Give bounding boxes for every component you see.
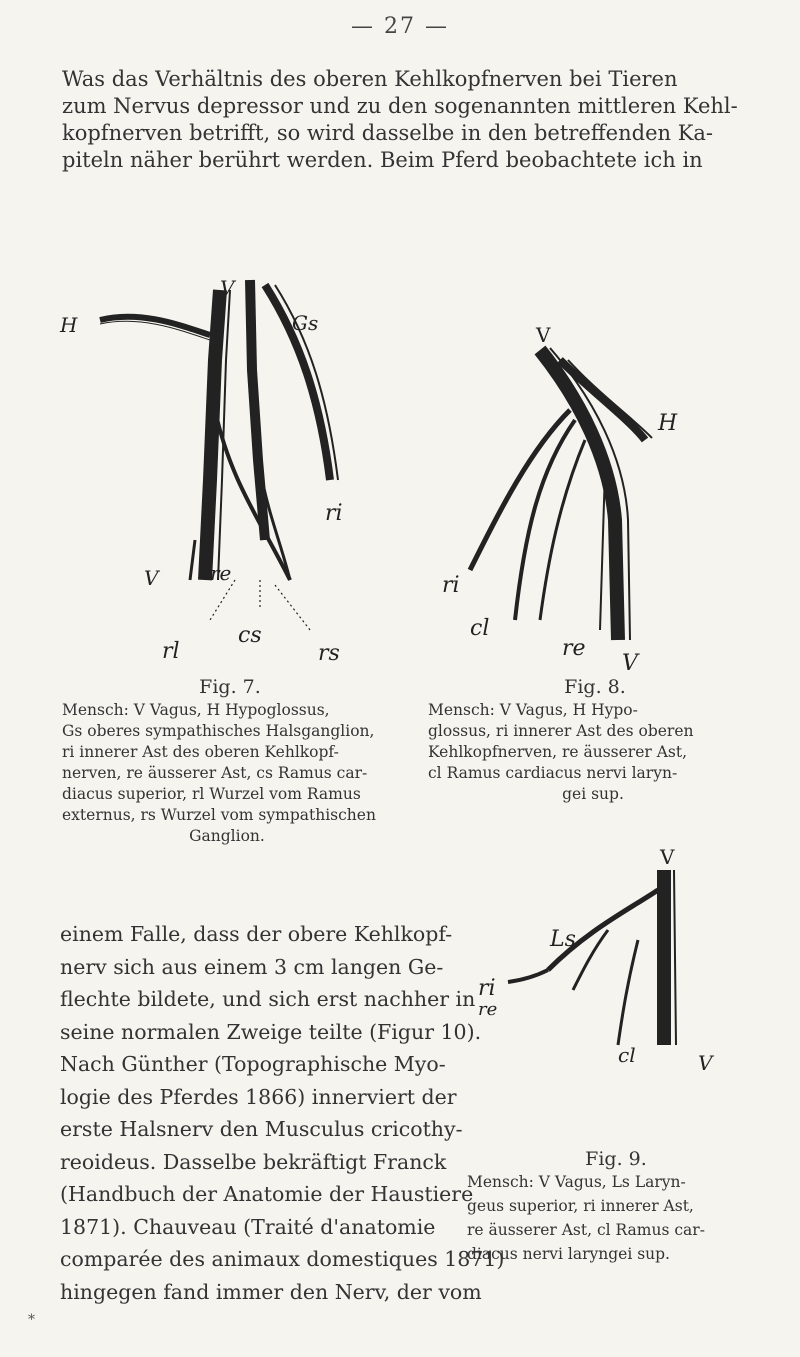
intro-line: Was das Verhältnis des oberen Kehlkopfnerven bei Tieren [62, 67, 678, 91]
caption-line: diacus superior, rl Wurzel vom Ramus [62, 785, 361, 803]
intro-line: kopfnerven betrifft, so wird dasselbe in den betreffenden Ka- [62, 121, 713, 145]
body-line: (Handbuch der Anatomie der Haustiere [60, 1182, 474, 1206]
vagus-trunk [540, 350, 618, 640]
figure-7-drawing [60, 276, 390, 680]
fig9-caption [467, 1170, 767, 1266]
caption-line: ri innerer Ast des oberen Kehlkopf- [62, 743, 339, 761]
fig9-label-cl: cl [618, 1043, 636, 1067]
fig9-label-V-top: V [660, 845, 675, 869]
fig9-title: Fig. 9. [585, 1148, 647, 1170]
fig7-label-cs: cs [238, 623, 262, 648]
figure-9 [478, 830, 718, 1075]
fig7-label-re: re [210, 561, 232, 585]
caption-line: nerven, re äusserer Ast, cs Ramus car- [62, 764, 368, 782]
figure-9-drawing [478, 830, 718, 1075]
page-number: — 27 — [351, 14, 449, 39]
body-line: reoideus. Dasselbe bekräftigt Franck [60, 1149, 447, 1174]
sympathetic-trunk [250, 280, 265, 540]
body-line: seine normalen Zweige teilte (Figur 10). [60, 1019, 482, 1044]
fig7-label-ri: ri [325, 501, 343, 526]
body-line: Nach Günther (Topographische Myo- [60, 1052, 446, 1076]
fig7-caption [62, 700, 392, 847]
fig8-label-V-bottom: V [622, 651, 638, 676]
body-line: comparée des animaux domestiques 1871) [60, 1247, 505, 1271]
body-line: hingegen fand immer den Nerv, der vom [60, 1279, 482, 1304]
caption-line: diacus nervi laryngei sup. [467, 1245, 670, 1263]
caption-line: Kehlkopfnerven, re äusserer Ast, [428, 743, 688, 761]
figure-8 [440, 320, 740, 680]
caption-line: Mensch: V Vagus, H Hypoglossus, [62, 701, 330, 719]
caption-line: cl Ramus cardiacus nervi laryn- [428, 764, 678, 782]
caption-line: Mensch: V Vagus, Ls Laryn- [467, 1173, 686, 1191]
fig7-label-Gs: Gs [292, 311, 319, 335]
fig9-label-Ls: Ls [550, 927, 576, 952]
fig8-caption [428, 700, 758, 805]
caption-line: Mensch: V Vagus, H Hypo- [428, 701, 638, 719]
fig8-label-ri: ri [442, 573, 460, 598]
fig8-label-cl: cl [470, 616, 490, 641]
body-paragraph [60, 918, 505, 1308]
intro-line: zum Nervus depressor und zu den sogenannten mittleren Kehl- [62, 94, 738, 118]
fig8-label-H: H [658, 411, 678, 436]
caption-line: glossus, ri innerer Ast des oberen [428, 722, 694, 740]
fig9-label-ri: ri [478, 976, 496, 1001]
body-line: 1871). Chauveau (Traité d'anatomie [60, 1214, 436, 1239]
fig8-label-V-top: V [536, 323, 551, 347]
caption-line: re äusserer Ast, cl Ramus car- [467, 1221, 705, 1239]
fig7-label-rs: rs [318, 641, 340, 666]
fig7-label-H: H [60, 313, 78, 337]
caption-line: Ganglion. [189, 827, 265, 845]
body-line: logie des Pferdes 1866) innerviert der [60, 1084, 457, 1109]
fig9-label-re: re [478, 999, 498, 1020]
fig7-label-V-top: V [220, 276, 235, 300]
hypoglossus-nerve [100, 317, 210, 335]
fig7-label-rl: rl [162, 639, 180, 664]
caption-line: externus, rs Wurzel vom sympathischen [62, 806, 376, 824]
margin-mark: * [28, 1312, 35, 1328]
caption-line: Gs oberes sympathisches Halsganglion, [62, 722, 375, 740]
figure-8-drawing [440, 320, 740, 680]
fig8-label-re: re [562, 636, 586, 661]
body-line: flechte bildete, und sich erst nachher in [60, 987, 476, 1011]
fig9-label-V-bottom: V [698, 1051, 713, 1075]
body-line: erste Halsnerv den Musculus cricothy- [60, 1117, 463, 1141]
intro-line: piteln näher berührt werden. Beim Pferd beobachtete ich in [62, 148, 703, 172]
fig7-label-V-left: V [144, 566, 159, 590]
figure-7 [60, 276, 390, 680]
intro-paragraph [62, 66, 752, 174]
caption-line: geus superior, ri innerer Ast, [467, 1197, 694, 1215]
fig8-title: Fig. 8. [564, 676, 626, 698]
caption-line: gei sup. [562, 785, 624, 803]
fig7-title: Fig. 7. [199, 676, 261, 698]
body-line: nerv sich aus einem 3 cm langen Ge- [60, 954, 444, 979]
body-line: einem Falle, dass der obere Kehlkopf- [60, 922, 453, 946]
